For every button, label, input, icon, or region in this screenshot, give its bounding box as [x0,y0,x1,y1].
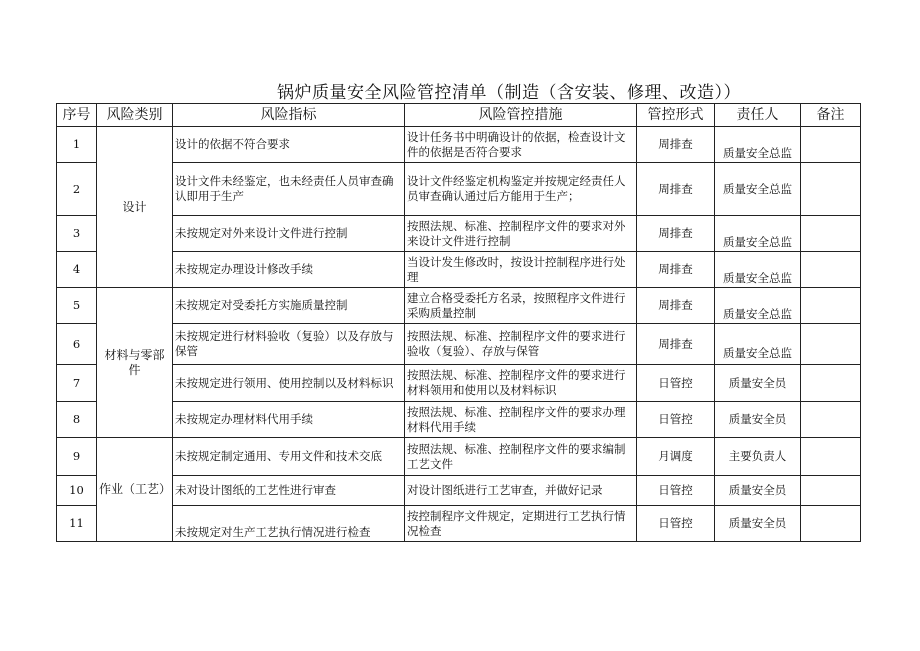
category-design: 设计 [97,127,173,288]
responsible-text: 质量安全总监 [723,307,792,321]
row-no: 5 [57,288,97,324]
responsible-text: 质量安全总监 [723,235,792,249]
row-no: 2 [57,163,97,216]
header-category: 风险类别 [97,104,173,127]
table-row [57,402,861,438]
control-form: 月调度 [637,438,715,476]
table-row [57,476,861,506]
category-operation: 作业（工艺） [97,438,173,542]
control-measure: 按照法规、标准、控制程序文件的要求进行材料领用和使用以及材料标识 [405,365,637,402]
control-measure: 按照法规、标准、控制程序文件的要求进行验收（复验）、存放与保管 [405,324,637,365]
remark-cell [801,163,861,216]
control-form: 日管控 [637,476,715,506]
control-form: 周排查 [637,216,715,252]
control-measure: 当设计发生修改时，按设计控制程序进行处理 [405,252,637,288]
risk-indicator: 设计文件未经鉴定，也未经责任人员审查确认即用于生产 [173,163,405,216]
risk-indicator: 设计的依据不符合要求 [173,127,405,163]
risk-indicator: 未按规定对受委托方实施质量控制 [173,288,405,324]
table-row [57,438,861,476]
responsible-person: 质量安全员 [715,506,801,542]
responsible-text: 质量安全总监 [723,146,792,160]
row-no: 3 [57,216,97,252]
responsible-person [715,324,801,365]
control-measure: 对设计图纸进行工艺审查，并做好记录 [405,476,637,506]
responsible-person: 质量安全员 [715,402,801,438]
control-form: 日管控 [637,365,715,402]
responsible-person: 质量安全总监 [715,163,801,216]
control-measure: 按照法规、标准、控制程序文件的要求对外来设计文件进行控制 [405,216,637,252]
responsible-person: 质量安全员 [715,476,801,506]
row-no: 1 [57,127,97,163]
remark-cell [801,365,861,402]
risk-indicator: 未按规定办理材料代用手续 [173,402,405,438]
risk-indicator: 未按规定进行领用、使用控制以及材料标识 [173,365,405,402]
control-form: 周排查 [637,252,715,288]
row-no: 10 [57,476,97,506]
header-remark: 备注 [801,104,861,127]
table-row [57,216,861,252]
row-no: 9 [57,438,97,476]
control-form: 周排查 [637,163,715,216]
category-materials: 材料与零部件 [97,288,173,438]
risk-indicator-text: 未按规定对生产工艺执行情况进行检查 [175,525,371,539]
responsible-person [715,252,801,288]
risk-indicator: 未对设计图纸的工艺性进行审查 [173,476,405,506]
table-row [57,163,861,216]
control-form: 周排查 [637,127,715,163]
header-responsible: 责任人 [715,104,801,127]
risk-control-table [56,103,861,542]
table-row [57,127,861,163]
remark-cell [801,252,861,288]
remark-cell [801,402,861,438]
row-no: 8 [57,402,97,438]
header-indicator: 风险指标 [173,104,405,127]
header-measures: 风险管控措施 [405,104,637,127]
table-row [57,506,861,542]
risk-indicator: 未按规定对外来设计文件进行控制 [173,216,405,252]
document-title: 锅炉质量安全风险管控清单（制造（含安装、修理、改造）） [277,83,741,103]
remark-cell [801,127,861,163]
responsible-person [715,127,801,163]
row-no: 4 [57,252,97,288]
header-row [57,104,861,127]
control-measure: 按照法规、标准、控制程序文件的要求编制工艺文件 [405,438,637,476]
control-measure: 设计文件经鉴定机构鉴定并按规定经责任人员审查确认通过后方能用于生产； [405,163,637,216]
header-form: 管控形式 [637,104,715,127]
table-row [57,252,861,288]
header-no: 序号 [57,104,97,127]
remark-cell [801,324,861,365]
responsible-person: 质量安全员 [715,365,801,402]
table-row [57,288,861,324]
control-measure: 按控制程序文件规定，定期进行工艺执行情况检查 [405,506,637,542]
control-form: 日管控 [637,506,715,542]
responsible-person [715,216,801,252]
remark-cell [801,288,861,324]
control-form: 周排查 [637,324,715,365]
remark-cell [801,216,861,252]
control-measure: 建立合格受委托方名录，按照程序文件进行采购质量控制 [405,288,637,324]
responsible-person: 主要负责人 [715,438,801,476]
control-form: 周排查 [637,288,715,324]
risk-indicator: 未按规定制定通用、专用文件和技术交底 [173,438,405,476]
row-no: 6 [57,324,97,365]
risk-indicator: 未按规定进行材料验收（复验）以及存放与保管 [173,324,405,365]
control-measure: 按照法规、标准、控制程序文件的要求办理材料代用手续 [405,402,637,438]
remark-cell [801,438,861,476]
row-no: 11 [57,506,97,542]
risk-indicator: 未按规定办理设计修改手续 [173,252,405,288]
control-form: 日管控 [637,402,715,438]
remark-cell [801,476,861,506]
remark-cell [801,506,861,542]
table-row [57,324,861,365]
responsible-text: 质量安全总监 [723,345,792,360]
responsible-person [715,288,801,324]
row-no: 7 [57,365,97,402]
responsible-text: 质量安全总监 [723,271,792,285]
risk-indicator [173,506,405,542]
table-row [57,365,861,402]
control-measure: 设计任务书中明确设计的依据，检查设计文件的依据是否符合要求 [405,127,637,163]
